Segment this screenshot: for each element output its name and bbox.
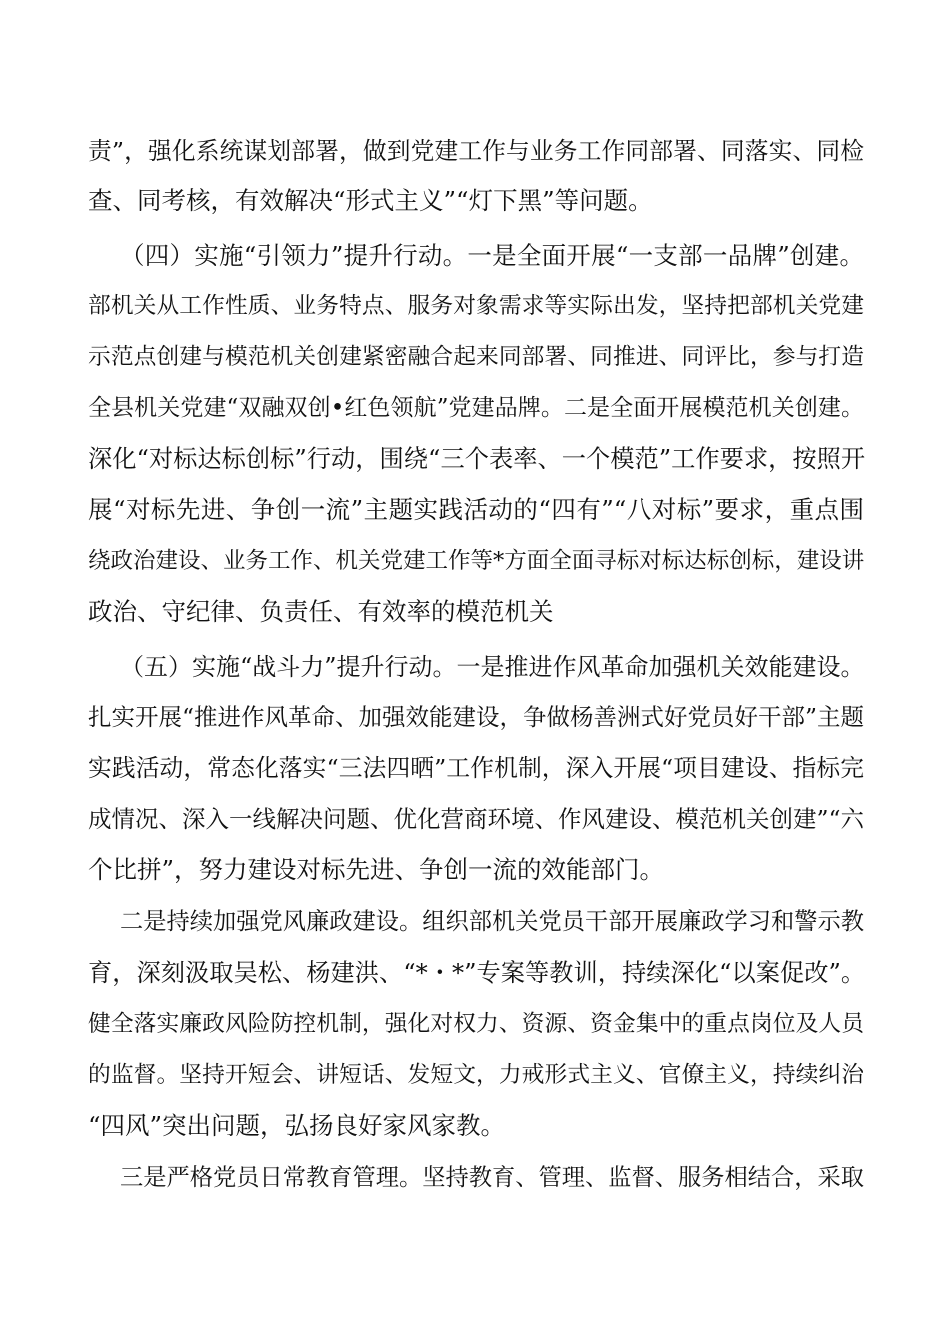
text-line: 的监督。坚持开短会、讲短话、发短文，力戒形式主义、官僚主义，持续纠治: [88, 1062, 864, 1088]
text-line: 实践活动，常态化落实“三法四晒”工作机制，深入开展“项目建设、指标完: [88, 754, 864, 782]
text-line: “四风”突出问题，弘扬良好家风家教。: [88, 1111, 506, 1140]
text-line: 展“对标先进、争创一流”主题实践活动的“四有”“八对标”要求，重点围: [88, 495, 864, 524]
text-line: 扎实开展“推进作风革命、加强效能建设，争做杨善洲式好党员好干部”主题: [88, 703, 865, 731]
text-line: 深化“对标达标创标”行动，围绕“三个表率、一个模范”工作要求，按照开: [88, 444, 866, 473]
text-line: 成情况、深入一线解决问题、优化营商环境、作风建设、模范机关创建”“六: [88, 805, 865, 833]
text-line: 责”，强化系统谋划部署，做到党建工作与业务工作同部署、同落实、同检: [88, 137, 864, 165]
text-line: 育，深刻汲取吴松、杨建洪、“*・*”专案等教训，持续深化“以案促改”。: [88, 958, 866, 987]
text-line: 个比拼”，努力建设对标先进、争创一流的效能部门。: [88, 855, 665, 884]
text-line: 查、同考核，有效解决“形式主义”“灯下黑”等问题。: [88, 186, 653, 215]
text-line: 政治、守纪律、负责任、有效率的模范机关: [88, 597, 554, 626]
text-line: 健全落实廉政风险防控机制，强化对权力、资源、资金集中的重点岗位及人员: [88, 1011, 864, 1037]
text-line: 三是严格党员日常教育管理。坚持教育、管理、监督、服务相结合，采取: [120, 1164, 865, 1191]
text-line: 二是持续加强党风廉政建设。组织部机关党员干部开展廉政学习和警示教: [120, 908, 865, 935]
text-line: 全县机关党建“双融双创•红色领航”党建品牌。二是全面开展模范机关创建。: [88, 395, 864, 421]
text-line: （五）实施“战斗力”提升行动。一是推进作风革命加强机关效能建设。: [120, 653, 865, 681]
text-line: 示范点创建与模范机关创建紧密融合起来同部署、同推进、同评比，参与打造: [88, 344, 864, 370]
text-line: 绕政治建设、业务工作、机关党建工作等*方面全面寻标对标达标创标，建设讲: [88, 548, 865, 574]
text-line: （四）实施“引领力”提升行动。一是全面开展“一支部一品牌”创建。: [120, 241, 864, 270]
text-line: 部机关从工作性质、业务特点、服务对象需求等实际出发，坚持把部机关党建: [88, 293, 864, 319]
